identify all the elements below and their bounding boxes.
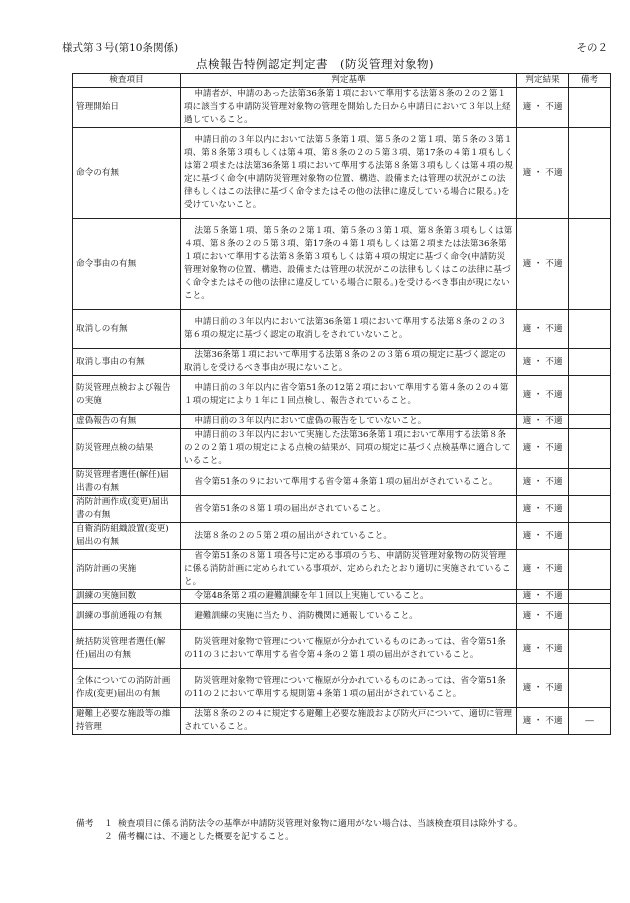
result-cell: 適 ・ 不適 bbox=[517, 88, 569, 128]
criteria-cell: 法第５条第１項、第５条の２第１項、第５条の３第１項、第８条第３項もしくは第４項、第８条の２の５第３項、第17条の４第１項もしくは第２項または法第36条第１項において準用する法第８条第３項もしくは第４項の規定に基づく命令(申請防災管理対象物の位置、構造、設備または管理の状況がこの法律もしくはこの法律に基づく命令またはその他の法律に違反している場合に限る。)を受けるべき事由が現にないこと。 bbox=[181, 219, 517, 310]
result-cell: 適 ・ 不適 bbox=[517, 669, 569, 708]
note-cell bbox=[569, 128, 611, 219]
item-cell: 命令事由の有無 bbox=[73, 219, 181, 310]
table-row bbox=[73, 523, 611, 550]
note-cell bbox=[569, 496, 611, 523]
result-cell: 適 ・ 不適 bbox=[517, 429, 569, 469]
criteria-cell: 法第36条第１項において準用する法第８条の２の３第６項の規定に基づく認定の取消しを受けるべき事由が現にないこと。 bbox=[181, 349, 517, 376]
table-row bbox=[73, 630, 611, 669]
remark-1 bbox=[76, 818, 616, 831]
item-cell: 避難上必要な施設等の維持管理 bbox=[73, 708, 181, 735]
note-cell bbox=[569, 219, 611, 310]
criteria-cell: 法第８条の２の４に規定する避難上必要な施設および防火戸について、適切に管理されていること。 bbox=[181, 708, 517, 735]
note-cell bbox=[569, 376, 611, 415]
result-cell: 適 ・ 不適 bbox=[517, 496, 569, 523]
note-cell bbox=[569, 550, 611, 590]
page-label: その２ bbox=[576, 42, 608, 54]
result-cell: 適 ・ 不適 bbox=[517, 550, 569, 590]
remark-2 bbox=[76, 831, 616, 844]
remark-text: 検査項目に係る消防法令の基準が申請防災管理対象物に適用がない場合は、当該検査項目は除外する。 bbox=[118, 819, 523, 829]
remark-number: ２ bbox=[104, 832, 113, 842]
criteria-cell: 申請日前の３年以内において法第36条第１項において準用する法第８条の２の３第６項の規定に基づく認定の取消しをされていないこと。 bbox=[181, 310, 517, 349]
criteria-cell: 省令第51条の９において準用する省令第４条第１項の届出がされていること。 bbox=[181, 469, 517, 496]
note-cell bbox=[569, 523, 611, 550]
item-cell: 統括防災管理者選任(解任)届出の有無 bbox=[73, 630, 181, 669]
result-cell: 適 ・ 不適 bbox=[517, 523, 569, 550]
header-result: 判定結果 bbox=[517, 74, 569, 88]
result-cell: 適 ・ 不適 bbox=[517, 708, 569, 735]
note-cell bbox=[569, 590, 611, 604]
criteria-cell: 申請日前の３年以内に省令第51条の12第２項において準用する第４条の２の４第１項の規定により１年に１回点検し、報告されていること。 bbox=[181, 376, 517, 415]
document-title: 点検報告特例認定判定書 (防災管理対象物) bbox=[196, 57, 434, 71]
criteria-cell: 申請日前の３年以内において実施した法第36条第１項において準用する法第８条の２の２第１項の規定による点検の結果が、同項の規定に基づく点検基準に適合していること。 bbox=[181, 429, 517, 469]
table-row bbox=[73, 550, 611, 590]
note-cell bbox=[569, 310, 611, 349]
item-cell: 防災管理者選任(解任)届出書の有無 bbox=[73, 469, 181, 496]
form-number: 様式第３号(第10条関係) bbox=[62, 42, 179, 54]
item-cell: 防災管理点検の結果 bbox=[73, 429, 181, 469]
table-row bbox=[73, 469, 611, 496]
item-cell: 自衛消防組織設置(変更)届出の有無 bbox=[73, 523, 181, 550]
header-criteria: 判定基準 bbox=[181, 74, 517, 88]
result-cell: 適 ・ 不適 bbox=[517, 469, 569, 496]
remarks-section bbox=[76, 818, 616, 844]
item-cell: 訓練の事前通報の有無 bbox=[73, 604, 181, 630]
criteria-cell: 申請者が、申請のあった法第36条第１項において準用する法第８条の２の２第１項に該当する申請防災管理対象物の管理を開始した日から申請日において３年以上経過していること。 bbox=[181, 88, 517, 128]
item-cell: 防災管理点検および報告の実施 bbox=[73, 376, 181, 415]
result-cell: 適 ・ 不適 bbox=[517, 590, 569, 604]
criteria-cell: 令第48条第２項の避難訓練を年１回以上実施していること。 bbox=[181, 590, 517, 604]
table-row bbox=[73, 604, 611, 630]
table-row bbox=[73, 496, 611, 523]
item-cell: 取消し事由の有無 bbox=[73, 349, 181, 376]
criteria-cell: 法第８条の２の５第２項の届出がされていること。 bbox=[181, 523, 517, 550]
remarks-label: 備考 bbox=[76, 819, 94, 829]
note-cell bbox=[569, 630, 611, 669]
table-row bbox=[73, 669, 611, 708]
table-row bbox=[73, 415, 611, 429]
note-cell: ― bbox=[569, 708, 611, 735]
result-cell: 適 ・ 不適 bbox=[517, 604, 569, 630]
table-row bbox=[73, 708, 611, 735]
item-cell: 取消しの有無 bbox=[73, 310, 181, 349]
item-cell: 訓練の実施回数 bbox=[73, 590, 181, 604]
item-cell: 消防計画の実施 bbox=[73, 550, 181, 590]
table-row bbox=[73, 310, 611, 349]
item-cell: 虚偽報告の有無 bbox=[73, 415, 181, 429]
remark-number: １ bbox=[104, 819, 113, 829]
note-cell bbox=[569, 88, 611, 128]
item-cell: 管理開始日 bbox=[73, 88, 181, 128]
criteria-cell: 防災管理対象物で管理について権原が分かれているものにあっては、省令第51条の11の２において準用する規則第４条第１項の届出がされていること。 bbox=[181, 669, 517, 708]
criteria-cell: 申請日前の３年以内において虚偽の報告をしていないこと。 bbox=[181, 415, 517, 429]
item-cell: 命令の有無 bbox=[73, 128, 181, 219]
note-cell bbox=[569, 349, 611, 376]
criteria-cell: 省令第51条の８第１項各号に定める事項のうち、申請防災管理対象物の防災管理に係る消防計画に定められている事項が、定められたとおり適切に実施されていること。 bbox=[181, 550, 517, 590]
note-cell bbox=[569, 669, 611, 708]
table-row bbox=[73, 219, 611, 310]
table-row bbox=[73, 128, 611, 219]
criteria-cell: 申請日前の３年以内において法第５条第１項、第５条の２第１項、第５条の３第１項、第８条第３項もしくは第４項、第８条の２の５第３項、第17条の４第１項もしくは第２項または法第36条第１項において準用する法第８条第３項もしくは第４項の規定に基づく命令(申請防災管理対象物の位置、構造、設備または管理の状況がこの法律もしくはこの法律に基づく命令またはその他の法律に違反している場合に限る。)を受けていないこと。 bbox=[181, 128, 517, 219]
remark-text: 備考欄には、不適とした概要を記すること。 bbox=[118, 832, 294, 842]
inspection-table bbox=[72, 73, 611, 735]
table-row bbox=[73, 349, 611, 376]
result-cell: 適 ・ 不適 bbox=[517, 630, 569, 669]
item-cell: 消防計画作成(変更)届出書の有無 bbox=[73, 496, 181, 523]
table-row bbox=[73, 376, 611, 415]
table-row bbox=[73, 590, 611, 604]
result-cell: 適 ・ 不適 bbox=[517, 128, 569, 219]
table-header-row bbox=[73, 74, 611, 88]
note-cell bbox=[569, 415, 611, 429]
header-item: 検査項目 bbox=[73, 74, 181, 88]
note-cell bbox=[569, 469, 611, 496]
note-cell bbox=[569, 604, 611, 630]
table-row bbox=[73, 429, 611, 469]
result-cell: 適 ・ 不適 bbox=[517, 415, 569, 429]
criteria-cell: 避難訓練の実施に当たり、消防機関に通報していること。 bbox=[181, 604, 517, 630]
result-cell: 適 ・ 不適 bbox=[517, 349, 569, 376]
criteria-cell: 防災管理対象物で管理について権原が分かれているものにあっては、省令第51条の11の３において準用する省令第４条の２第１項の届出がされていること。 bbox=[181, 630, 517, 669]
result-cell: 適 ・ 不適 bbox=[517, 376, 569, 415]
header-note: 備考 bbox=[569, 74, 611, 88]
item-cell: 全体についての消防計画作成(変更)届出の有無 bbox=[73, 669, 181, 708]
criteria-cell: 省令第51条の８第１項の届出がされていること。 bbox=[181, 496, 517, 523]
note-cell bbox=[569, 429, 611, 469]
result-cell: 適 ・ 不適 bbox=[517, 219, 569, 310]
result-cell: 適 ・ 不適 bbox=[517, 310, 569, 349]
table-row bbox=[73, 88, 611, 128]
